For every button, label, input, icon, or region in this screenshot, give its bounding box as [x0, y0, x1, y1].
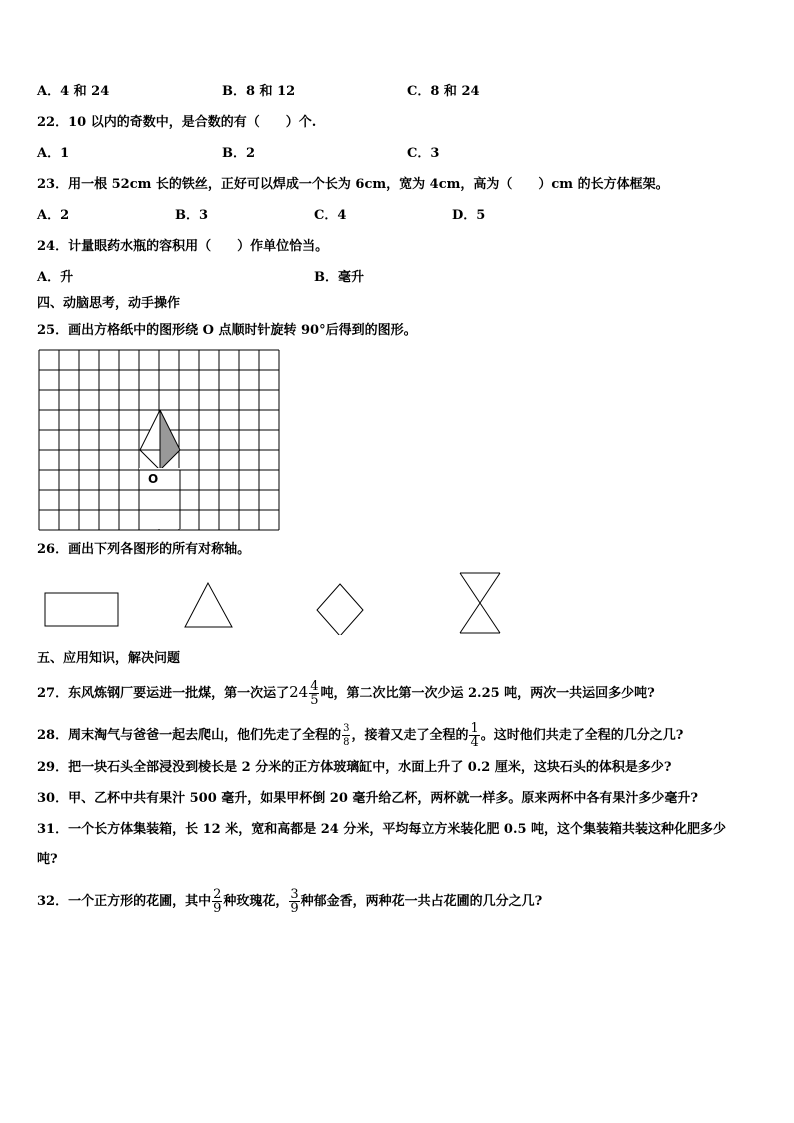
- shape-right-half: [160, 410, 180, 470]
- section-4-heading: 四、动脑思考，动手操作: [37, 296, 181, 311]
- q23-option-b: B．3: [175, 208, 209, 223]
- q22-option-c: C．3: [407, 146, 440, 161]
- rectangle-shape: [45, 593, 118, 626]
- q29-text: 29．把一块石头全部浸没到棱长是 2 分米的正方体玻璃缸中，水面上升了 0.2 厘米，这块石头的体积是多少?: [37, 760, 672, 775]
- q22-text: 22．10 以内的奇数中，是合数的有（ ）个.: [37, 115, 317, 130]
- q24-option-b: B．毫升: [314, 270, 364, 285]
- q24-text: 24．计量眼药水瓶的容积用（ ）作单位恰当。: [37, 239, 329, 254]
- q23-text: 23．用一根 52cm 长的铁丝，正好可以焊成一个长为 6cm，宽为 4cm，高为（ ）cm 的长方体框架。: [37, 177, 669, 192]
- q25-grid-figure: [38, 349, 282, 532]
- hourglass-shape: [460, 573, 500, 633]
- q23-option-d: D．5: [452, 208, 486, 223]
- q26-text: 26．画出下列各图形的所有对称轴。: [37, 542, 251, 557]
- q27-text: 27．东风炼钢厂要运进一批煤，第一次运了24 $\frac{4}{5}$ 吨，第二次比第一次少运 2.25 吨，两次一共运回多少吨?: [37, 679, 655, 708]
- q21-option-c: C．8 和 24: [407, 84, 480, 99]
- q23-option-a: A．2: [37, 208, 70, 223]
- point-o-label: O: [148, 472, 159, 486]
- q31-text-line1: 31．一个长方体集装箱，长 12 米，宽和高都是 24 分米，平均每立方米装化肥 0.5 吨，这个集装箱共装这种化肥多少: [37, 822, 727, 837]
- section-5-heading: 五、应用知识，解决问题: [37, 651, 181, 666]
- q24-option-a: A．升: [37, 270, 74, 285]
- q26-shapes: [40, 570, 510, 635]
- q28-text: 28．周末淘气与爸爸一起去爬山，他们先走了全程的 $\frac{3}{8}$ ，接着又走了全程的 $\frac{1}{4}$ 。这时他们共走了全程的几分之几?: [37, 721, 684, 750]
- q30-text: 30．甲、乙杯中共有果汁 500 毫升，如果甲杯倒 20 毫升给乙杯，两杯就一样多。原来两杯中各有果汁多少毫升?: [37, 791, 699, 806]
- q22-option-b: B．2: [222, 146, 256, 161]
- triangle-shape: [185, 583, 232, 627]
- q32-text: 32．一个正方形的花圃，其中 $\frac{2}{9}$ 种玫瑰花， $\frac{3}{9}$ 种郁金香，两种花一共占花圃的几分之几?: [37, 887, 543, 916]
- q31-text-line2: 吨?: [37, 852, 58, 867]
- q21-option-b: B．8 和 12: [222, 84, 296, 99]
- q23-option-c: C．4: [314, 208, 347, 223]
- q25-text: 25．画出方格纸中的图形绕 O 点顺时针旋转 90°后得到的图形。: [37, 323, 417, 338]
- rhombus-shape: [317, 584, 363, 635]
- q21-option-a: A．4 和 24: [37, 84, 110, 99]
- shape-left-half: [140, 410, 160, 470]
- q22-option-a: A．1: [37, 146, 70, 161]
